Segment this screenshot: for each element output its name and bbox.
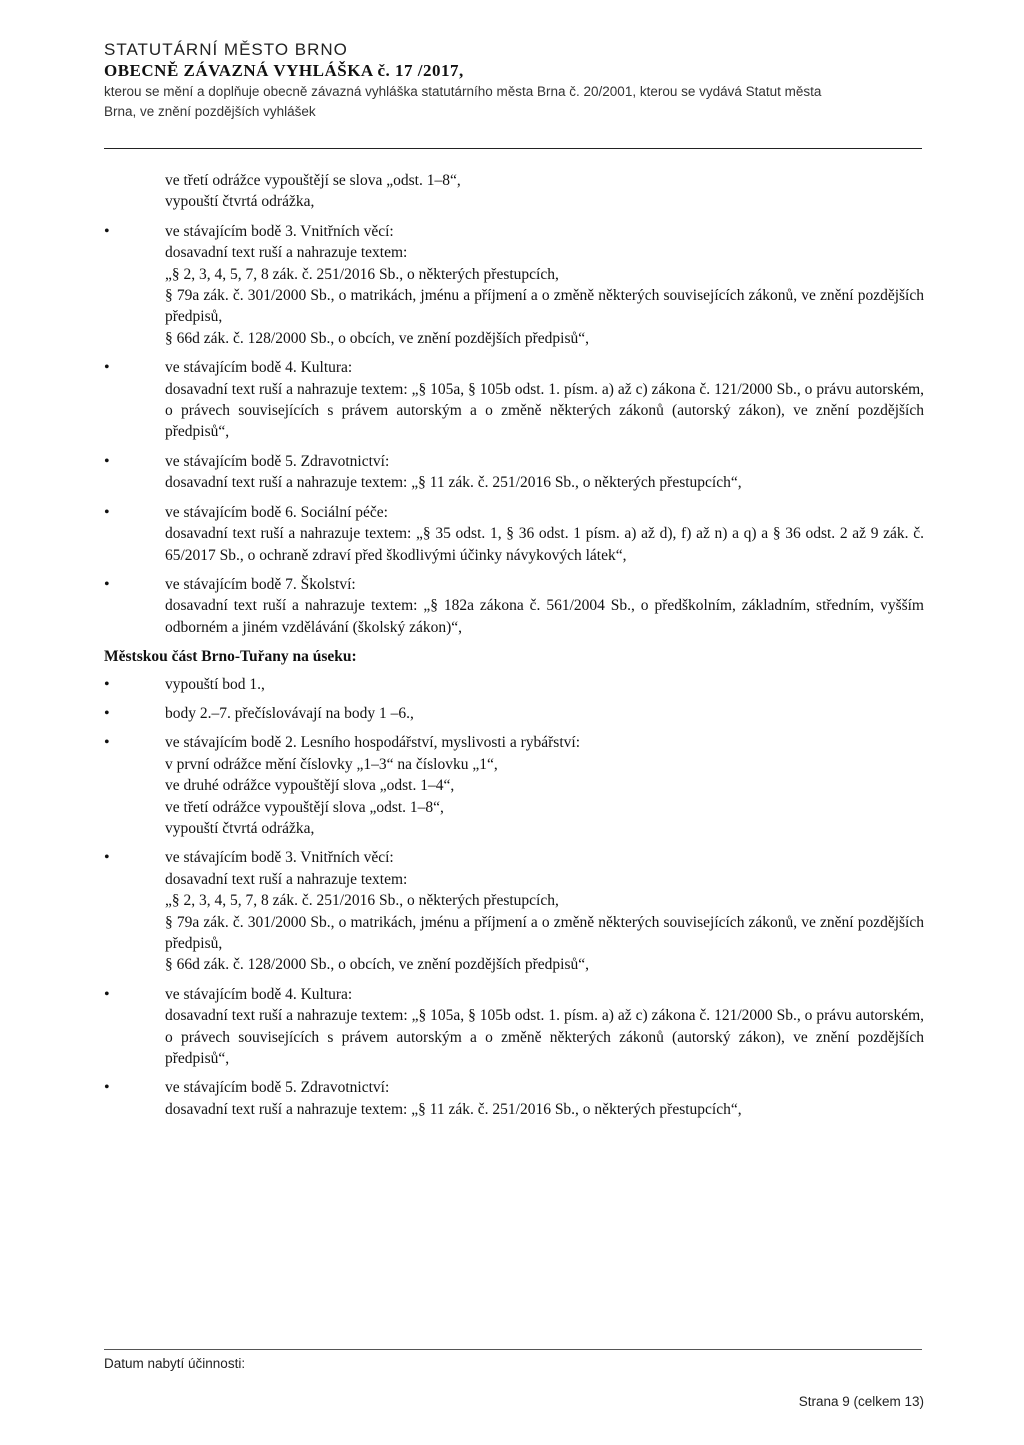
amendment-item xyxy=(104,1077,924,1120)
amendment-text: • ve stávajícím bodě 2. Lesního hospodářství, myslivosti a rybářství: xyxy=(165,734,580,752)
amendment-text: • ve stávajícím bodě 4. Kultura: xyxy=(165,359,353,377)
regulation-subtitle-line-1: kterou se mění a doplňuje obecně závazná vyhláška statutárního města Brna č. 20/2001, kterou se vydává Statut města xyxy=(104,84,822,99)
amendment-text: dosavadní text ruší a nahrazuje textem: „§ 11 zák. č. 251/2016 Sb., o některých přestupcích“, xyxy=(165,1100,742,1118)
amendment-item xyxy=(104,984,924,1070)
amendment-list-2 xyxy=(104,674,924,1121)
amendment-text: • ve stávajícím bodě 3. Vnitřních věcí: xyxy=(165,222,394,240)
amendment-text: • vypouští bod 1., xyxy=(165,675,265,693)
amendment-text: dosavadní text ruší a nahrazuje textem: „§ 105a, § 105b odst. 1. písm. a) až c) zákona č. 121/2000 Sb., o právu autorském, o právech souvisejících s právem autorským a o změně některých zákonů (autorský zákon), ve znění pozdějších předpisů“, xyxy=(165,1007,924,1068)
amendment-text: dosavadní text ruší a nahrazuje textem: „§ 105a, § 105b odst. 1. písm. a) až c) zákona č. 121/2000 Sb., o právu autorském, o právech souvisejících s právem autorským a o změně některých zákonů (autorský zákon), ve znění pozdějších předpisů“, xyxy=(165,380,924,441)
amendment-item xyxy=(104,502,924,566)
amendment-item xyxy=(104,847,924,975)
intro-continuation xyxy=(104,170,924,213)
amendment-text: • ve stávajícím bodě 7. Školství: xyxy=(165,575,356,593)
amendment-text: • ve stávajícím bodě 5. Zdravotnictví: xyxy=(165,452,390,470)
amendment-text: vypouští čtvrtá odrážka, xyxy=(165,819,315,837)
amendment-text: „§ 2, 3, 4, 5, 7, 8 zák. č. 251/2016 Sb., o některých přestupcích, xyxy=(165,265,559,283)
document-header xyxy=(104,40,924,122)
regulation-title: OBECNĚ ZÁVAZNÁ VYHLÁŠKA č. 17 /2017, xyxy=(104,61,464,80)
page-number: Strana 9 (celkem 13) xyxy=(798,1394,924,1409)
document-body xyxy=(104,170,924,1128)
amendment-item xyxy=(104,451,924,494)
intro-line: vypouští čtvrtá odrážka, xyxy=(165,193,315,211)
amendment-text: dosavadní text ruší a nahrazuje textem: „§ 182a zákona č. 561/2004 Sb., o předškolním, základním, středním, vyšším odborném a jiném vzdělávání (školský zákon)“, xyxy=(165,597,924,636)
header-divider xyxy=(104,148,922,149)
amendment-item xyxy=(104,732,924,839)
amendment-text: dosavadní text ruší a nahrazuje textem: xyxy=(165,870,408,888)
amendment-item xyxy=(104,357,924,443)
amendment-item xyxy=(104,221,924,349)
amendment-item xyxy=(104,574,924,638)
amendment-list-1 xyxy=(104,221,924,638)
amendment-text: § 79a zák. č. 301/2000 Sb., o matrikách, jménu a příjmení a o změně některých souvisejících zákonů, ve znění pozdějších předpisů, xyxy=(165,913,924,952)
amendment-item xyxy=(104,674,924,695)
footer-divider xyxy=(104,1349,922,1350)
amendment-text: • ve stávajícím bodě 6. Sociální péče: xyxy=(165,503,388,521)
amendment-text: dosavadní text ruší a nahrazuje textem: „§ 35 odst. 1, § 36 odst. 1 písm. a) až d), f) až n) a q) a § 36 odst. 2 až 9 zák. č. 65/2017 Sb., o ochraně zdraví před škodlivými účinky návykových látek“, xyxy=(165,525,924,564)
amendment-text: dosavadní text ruší a nahrazuje textem: xyxy=(165,244,408,262)
amendment-text: § 79a zák. č. 301/2000 Sb., o matrikách, jménu a příjmení a o změně některých souvisejících zákonů, ve znění pozdějších předpisů, xyxy=(165,287,924,326)
amendment-text: v první odrážce mění číslovky „1–3“ na číslovku „1“, xyxy=(165,755,498,773)
amendment-text: • ve stávajícím bodě 4. Kultura: xyxy=(165,985,353,1003)
regulation-subtitle-line-2: Brna, ve znění pozdějších vyhlášek xyxy=(104,104,316,119)
city-name: STATUTÁRNÍ MĚSTO BRNO xyxy=(104,40,348,59)
amendment-text: • ve stávajícím bodě 3. Vnitřních věcí: xyxy=(165,849,394,867)
amendment-text: „§ 2, 3, 4, 5, 7, 8 zák. č. 251/2016 Sb., o některých přestupcích, xyxy=(165,892,559,910)
section-heading-brno-turany: Městskou část Brno-Tuřany na úseku: xyxy=(104,648,357,666)
intro-line: ve třetí odrážce vypouštějí se slova „odst. 1–8“, xyxy=(165,172,461,189)
amendment-text: ve třetí odrážce vypouštějí slova „odst. 1–8“, xyxy=(165,798,444,816)
amendment-text: ve druhé odrážce vypouštějí slova „odst. 1–4“, xyxy=(165,777,455,795)
amendment-text: § 66d zák. č. 128/2000 Sb., o obcích, ve znění pozdějších předpisů“, xyxy=(165,956,589,974)
amendment-text: • body 2.–7. přečíslovávají na body 1 –6., xyxy=(165,704,414,722)
effective-date-label: Datum nabytí účinnosti: xyxy=(104,1356,246,1371)
amendment-text: • ve stávajícím bodě 5. Zdravotnictví: xyxy=(165,1079,390,1097)
amendment-item xyxy=(104,703,924,724)
amendment-text: dosavadní text ruší a nahrazuje textem: „§ 11 zák. č. 251/2016 Sb., o některých přestupcích“, xyxy=(165,474,742,492)
amendment-text: § 66d zák. č. 128/2000 Sb., o obcích, ve znění pozdějších předpisů“, xyxy=(165,329,589,347)
